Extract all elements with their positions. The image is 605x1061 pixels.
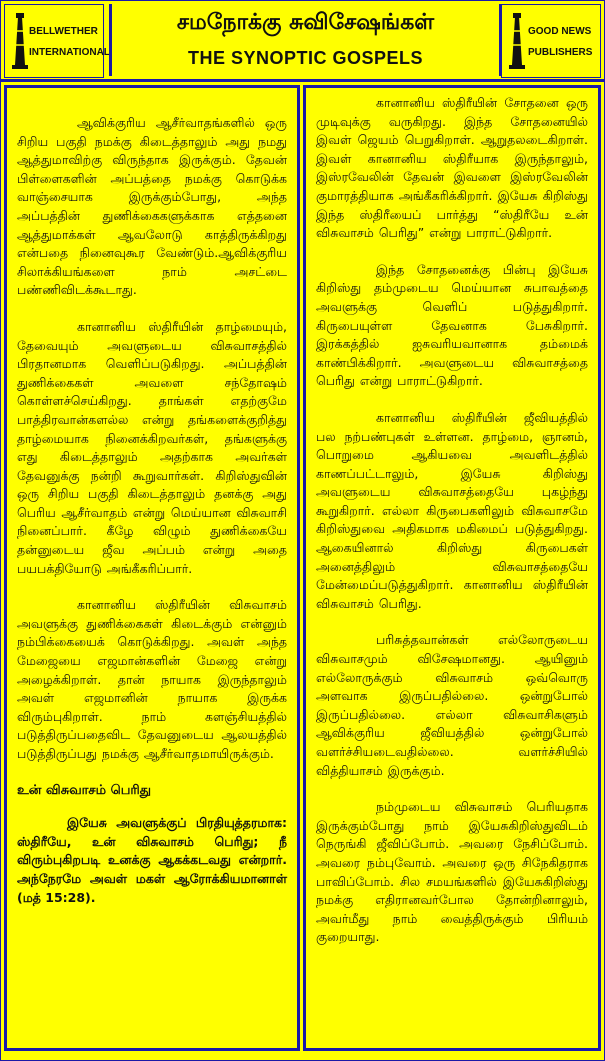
lighthouse-icon bbox=[9, 11, 31, 71]
paragraph: கானானிய ஸ்திரீயின் சோதனை ஒரு முடிவுக்கு வருகிறது. இந்த சோதனையில் இவள் ஜெயம் பெறுகிறாள். ஆறுதலடைகிறாள். இவள் கானானிய ஸ்திரீயாக இருந்தாலும், இஸ்ரவேலின் தேவன் இவளை இஸ்ரவேலின் குமாரத்தியாக அங்கீகரிக்கிறார். இயேசு கிறிஸ்து இந்த ஸ்திரீயைப் பார்த்து “ஸ்திரீயே உன் விசுவாசம் பெரிது” என்று பாராட்டுகிறார். bbox=[316, 95, 588, 241]
paragraph: நம்முடைய விசுவாசம் பெரியதாக இருக்கும்போது நாம் இயேசுகிறிஸ்துவிடம் நெருங்கி ஜீவிப்போம். அவரை நேசிப்போம். அவரை நம்புவோம். அவரை ஒரு சிநேகிதராக பாவிப்போம். சில சமயங்களில் இயேசுகிறிஸ்து நமக்கு எதிரானவர்போல தோன்றினாலும், அவர்மீது நாம் வைத்திருக்கும் பிரியம் குறையாது. bbox=[316, 799, 588, 945]
page-title-english: THE SYNOPTIC GOSPELS bbox=[187, 48, 424, 68]
logo-line-1: GOOD NEWS bbox=[528, 26, 592, 37]
logo-line-1: BELLWETHER bbox=[29, 26, 98, 37]
title-block bbox=[109, 4, 502, 76]
section-heading: உன் விசுவாசம் பெரிது bbox=[17, 782, 152, 798]
paragraph: ஆவிக்குரிய ஆசீர்வாதங்களில் ஒரு சிறிய பகுதி நமக்கு கிடைத்தாலும் அது நமது ஆத்துமாவிற்கு விருந்தாக இருக்கும். தேவன் பிள்ளைகளின் அப்பத்தை நமக்கு கொடுக்க வாஞ்சையாக இருக்கும்போது, அந்த அப்பத்தின் துணிக்கைகளுக்காக எத்தனை ஆத்துமாக்கள் ஆவலோடு காத்திருக்கிறது என்பதை நினைவுகூர வேண்டும்.ஆவிக்குரிய சிலாக்கியங்களை நாம் அசட்டை பண்ணிவிடக்கூடாது. bbox=[17, 115, 287, 298]
header-banner bbox=[1, 1, 604, 82]
paragraph: கானானிய ஸ்திரீயின் ஜீவியத்தில் பல நற்பண்புகள் உள்ளன. தாழ்மை, ஞானம், பொறுமை ஆகியவை அவளிடத்தில் காணப்பட்டாலும், இயேசு கிறிஸ்து அவளுடைய விசுவாசத்தையே புகழ்ந்து கூறுகிறார். எல்லா கிருபைகளிலும் விசுவாசமே கிறிஸ்துவை அதிகமாக மகிமைப் படுத்துகிறது. ஆகையினால் கிறிஸ்து கிருபைகள் அனைத்திலும் விசுவாசத்தையே மேன்மைப்படுத்துகிறார். கானானிய ஸ்திரீயின் விசுவாசம் பெரிது. bbox=[316, 409, 588, 611]
logo-line-2: PUBLISHERS bbox=[528, 47, 593, 58]
logo-line-2: INTERNATIONAL bbox=[29, 47, 110, 58]
left-column bbox=[4, 85, 300, 1051]
right-column bbox=[303, 85, 601, 1051]
lighthouse-icon bbox=[506, 11, 528, 71]
page-title-tamil: சமநோக்கு சுவிசேஷங்கள் bbox=[176, 10, 435, 35]
scripture-quote: இயேசு அவளுக்குப் பிரதியுத்தரமாக: ஸ்திரீயே, உன் விசுவாசம் பெரிது; நீ விரும்புகிறபடி உனக்கு ஆகக்கடவது என்றார். அந்நேரமே அவள் மகள் ஆரோக்கியமானாள் (மத் 15:28). bbox=[17, 815, 287, 905]
paragraph: கானானிய ஸ்திரீயின் தாழ்மையும், தேவையும் அவளுடைய விசுவாசத்தில் பிரதானமாக வெளிப்படுகிறது. அப்பத்தின் துணிக்கைகள் அவளை சந்தோஷம் கொள்ளச்செய்கிறது. தாங்கள் எதற்குமே பாத்திரவான்களல்ல என்று தங்களைக்குறித்து தாழ்மையாக நினைக்கிறவர்கள், தங்களுக்கு எது கிடைத்தாலும் அதற்காக அவர்கள் தேவனுக்கு நன்றி கூறுவார்கள். கிறிஸ்துவின் ஒரு சிறிய பகுதி கிடைத்தாலும் தனக்கு அது பெரிய ஆசீர்வாதம் என்று மெய்யான விசுவாசி நினைப்பார். கீழே விழும் துணிக்கையே தன்னுடைய ஜீவ அப்பம் என்று அதை பயபக்தியோடு அங்கீகரிப்பார். bbox=[17, 318, 287, 576]
paragraph: கானானிய ஸ்திரீயின் விசுவாசம் அவளுக்கு துணிக்கைகள் கிடைக்கும் என்னும் நம்பிக்கையைக் கொடுக்கிறது. அவள் அந்த மேஜையை எஜமான்களின் மேஜை என்று அழைக்கிறாள். தான் நாயாக இருந்தாலும் அவள் எஜமானின் நாயாக இருக்க விரும்புகிறாள். நாம் களஞ்சியத்தில் படுத்திருப்பதைவிட தேவனுடைய ஆலயத்தில் படுத்திருப்பது நமக்கு ஆசீர்வாதமாயிருக்கும். bbox=[17, 597, 287, 761]
bellwether-logo bbox=[4, 4, 110, 78]
paragraph: இந்த சோதனைக்கு பின்பு இயேசு கிறிஸ்து தம்முடைய மெய்யான சுபாவத்தை அவளுக்கு வெளிப் படுத்துகிறார். கிருபையுள்ள தேவனாக பேசுகிறார். இரக்கத்தில் ஐசுவரியவானாக தம்மைக் காண்பிக்கிறார். அவளுடைய விசுவாசத்தை பெரிது என்று பாராட்டுகிறார். bbox=[316, 261, 588, 389]
good-news-logo bbox=[501, 4, 601, 78]
paragraph: பரிசுத்தவான்கள் எல்லோருடைய விசுவாசமும் விசேஷமானது. ஆயினும் எல்லோருக்கும் விசுவாசம் ஒவ்வொரு அளவாக இருப்பதில்லை. ஒன்றுபோல் இருப்பதில்லை. எல்லா விசுவாசிகளும் ஆவிக்குரிய ஜீவியத்தில் ஒன்றுபோல் வளர்ச்சியடைவதில்லை. வளர்ச்சியில் வித்தியாசம் இருக்கும். bbox=[316, 632, 588, 778]
